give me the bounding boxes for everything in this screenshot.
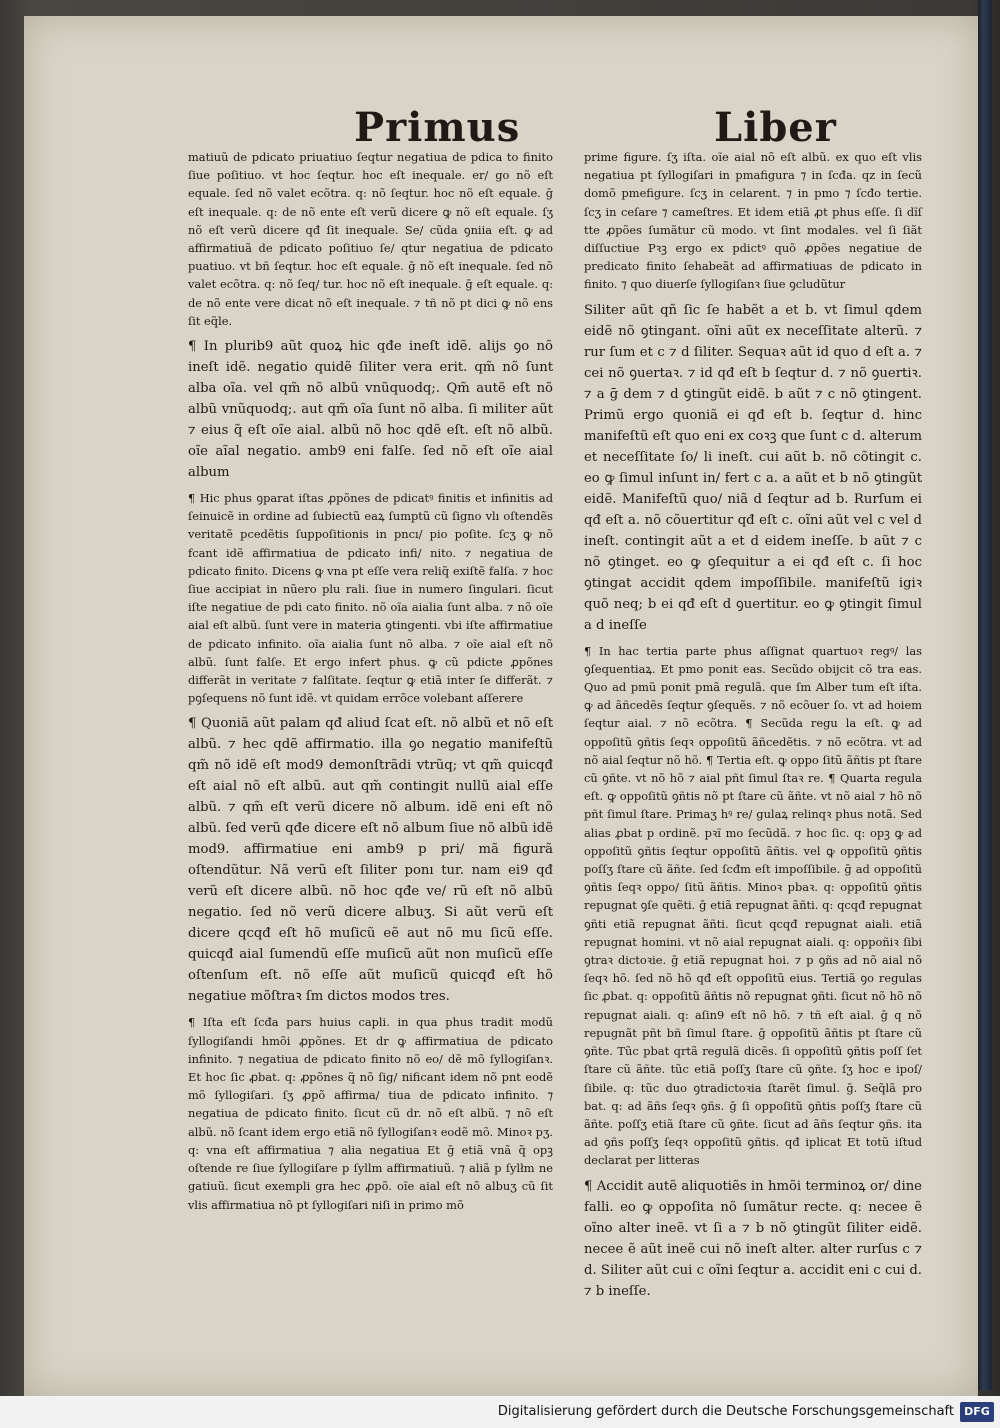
- paragraph: ¶ In plurib9 aũt quoꝝ hic qđe ineſt idẽ. alijs ꝯo nõ ineſt idẽ. negatio quidẽ ſiliter vera erit. qm̃ nõ ſunt alba oĩa. vel qm̃ nõ albũ vnũquodq;. Qm̃ autẽ eſt nõ albũ vnũquodq;. aut qm̃ oĩa ſunt nõ alba. ſi militer aũt ⁊ eius q̃ eſt oĩe aial. albũ nõ hoc qdẽ eſt. eſt nõ albũ. oĩe aĩal negatio. amb9 eni falſe. ſed nõ eſt oĩe aial album: [188, 339, 553, 481]
- paragraph: ¶ Quoniã aũt palam qđ aliud ſcat eſt. nõ albũ et nõ eſt albũ. ⁊ hec qdẽ affirmatio. illa ꝯo negatio manifeſtũ qm̃ nõ idẽ eſt mod9 demonſtrãdi vtrũq; vt qm̃ quicqđ eſt aial nõ eſt albũ. aut qm̃ contingit nullũ aial eſſe albũ. ⁊ qm̃ eſt verũ dicere nõ album. idẽ eni eſt nõ albũ. ſed verũ qđe dicere eſt nõ album ſiue nõ albũ idẽ mod9. affirmatiue eni amb9 p pri/ mã figurã oſtendũtur. Nã verũ eſt ſiliter ponı tur. nam ei9 qđ verũ eſt dicere albũ. nõ hoc qđe ve/ rũ eſt nõ albũ negatio. ſed nõ verũ dicere albuʒ. Si aũt verũ eſt dicere qcqđ eſt hõ muſicũ eẽ aut nõ mu ſicũ eſſe. quicqđ aial ſumendũ eſſe muſicũ aũt non muſicũ eſſe oſtenſum eſt. nõ eſſe aũt muſicũ quicqđ eſt hõ negatiue mõſtraꝛ ſm dictos modos tres.: [188, 716, 553, 1005]
- book-edge: [978, 0, 992, 1390]
- paragraph: matiuũ de pdicato priuatiuo ſeqtur negatiua de pdica to finito ſiue poſitiuo. vt hoc ſeqtur. hoc eſt inequale. er/ go nõ eſt equale. ſed nõ valet ecõtra. q: nõ ſeqtur. hoc nõ eſt equale. ḡ eſt inequale. q: de nõ ente eſt verũ dicere ꝙ nõ eſt equale. ſʒ nõ eſt verũ dicere qđ ſit inequale. Se/ cũda ꝯniia eſt. ꝙ ad affirmatiuã de pdicato poſitiuo ſe/ qtur negatiua de pdicato puatiuo. vt bñ ſeqtur. hoc eſt equale. ḡ nõ eſt inequale. ſed nõ valet ecõtra. q: nõ ſeq/ tur. hoc nõ eſt inequale. ḡ eſt equale. q: de nõ ente vere dicat nõ eſt inequale. ⁊ tñ nõ pt dici ꝙ nõ ens ſit eq̃le.: [188, 150, 553, 328]
- dfg-logo: DFG: [960, 1402, 994, 1422]
- right-text-column: [584, 148, 922, 1308]
- header-left-word: Primus: [354, 104, 521, 151]
- left-text-column: [188, 148, 553, 1220]
- paragraph: ¶ Accidit autẽ aliquotiẽs in hmõi terminoꝝ or/ dine falli. eo ꝙ oppoſita nõ ſumãtur recte. q: necee ẽ oĩno alter ineẽ. vt ſi a ⁊ b nõ ꝯtingũt ſiliter eidẽ. necee ẽ aũt ineẽ cui nõ ineſt alter. alter rurſus c ⁊ d. Siliter aũt cui c oĩni ſeqtur a. accidit eni c cui d. ⁊ b ineſſe.: [584, 1178, 922, 1299]
- paragraph: Siliter aũt qñ ſic ſe habẽt a et b. vt ſimul qdem eidẽ nõ ꝯtingant. oĩni aũt ex neceſſitate alterũ. ⁊ rur ſum et c ⁊ d ſiliter. Sequaꝛ aũt id quo d eſt a. ⁊ cei nõ ꝯuertaꝛ. ⁊ id qđ eſt b ſeqtur d. ⁊ nõ ꝯuertiꝛ. ⁊ a ḡ dem ⁊ d ꝯtingũt eidẽ. b aũt ⁊ c nõ ꝯtingent. Primũ ergo quoniã ei qđ eſt b. ſeqtur d. hinc manifeſtũ eſt quo eni ex coꝛꝫ que ſunt c d. alterum et neceſſitate ſo/ li ineſt. cui aũt b. nõ cõtingit c. eo ꝙ ſimul inſunt in/ fert c a. a aũt et b nõ ꝯtingũt eidẽ. Manifeſtũ quo/ niã d ſeqtur ad b. Rurſum ei qđ eſt a. nõ cõuertitur qđ eſt c. oĩni aũt vel c vel d ineſt. contingit aũt a et d eidem ineſſe. b aũt ⁊ c nõ ꝯtinget. eo ꝙ ꝯſequitur a ei qđ eſt c. ſi hoc ꝯtingat accidit qdem impoſſibile. manifeſtũ igiꝛ quõ neq; b ei qđ eſt d ꝯuertitur. eo ꝙ ꝯtingit ſimul a d ineſſe: [584, 302, 922, 633]
- paragraph: ¶ In hac tertia parte phus aſſignat quartuoꝛ regꝰ/ las ꝯſequentiaꝝ. Et pmo ponit eas. Secũdo obijcit cõ tra eas. Quo ad pmũ ponit pmã regulã. que ſm Alber tum eſt iſta. ꝙ ad ãñcedẽs ſeqtur ꝯſequẽs. ⁊ nõ ecõuer ſo. vt ad hoiem ſeqtur aial. ⁊ nõ ecõtra. ¶ Secũda regu la eſt. ꝙ ad oppoſitũ ꝯñtis ſeqꝛ oppoſitũ ãñcedẽtis. ⁊ nõ ecõtra. vt ad nõ aial ſeqtur nõ hõ. ¶ Tertia eſt. ꝙ oppo ſitũ ãñtis pt ſtare cũ ꝯñte. vt nõ hõ ⁊ aial pñt ſimul ſtaꝛ re. ¶ Quarta regula eſt. ꝙ oppoſitũ ꝯñtis nõ pt ſtare cũ ãñte. vt nõ aial ⁊ hõ nõ pñt ſimul ſtare. Primaʒ hꝰ re/ gulaꝝ relinqꝛ phus notã. Sed alias ꝓbat p ordinẽ. pꝛĩ mo ſecũdã. ⁊ hoc ſic. q: opꝫ ꝙ ad oppoſitũ ꝯñtis ſeqtur oppoſitũ ãñtis. vel ꝙ oppoſitũ ꝯñtis poſſʒ ſtare cũ ãñte. ſed ſcđm eſt impoſſibile. ḡ ad oppoſitũ ꝯñtis ſeqꝛ oppo/ ſitũ ãñtis. Minoꝛ pbaꝛ. q: oppoſitũ ꝯñtis repugnat ꝯſe quẽti. ḡ etiã repugnat ãñti. q: qcqđ repugnat ꝯñti etiã repugnat ãñti. ſicut qcqđ repugnat aiali. etiã repugnat homini. vt nõ aial repugnat aiali. q: oppoñiꝛ ſibi ꝯtraꝛ dictoꝛie. ḡ etiã repugnat hoi. ⁊ p ꝯñs ad nõ aial nõ ſeqꝛ hõ. ſed nõ hõ qđ eſt oppoſitũ eius. Tertiã ꝯo regulas ſic ꝓbat. q: oppoſitũ ãñtis nõ repugnat ꝯñti. ſicut nõ hõ nõ repugnat aiali. q: aſin9 eſt nõ hõ. ⁊ tñ eſt aial. ḡ q nõ repugnãt pñt bñ ſimul ſtare. ḡ oppoſitũ ãñtis pt ſtare cũ ꝯñte. Tũc pbat qrtã regulã dicẽs. ſi oppoſitũ ꝯñtis poſſ ſet ſtare cũ ãñte. tũc etiã poſſʒ ſtare cũ ꝯñte. ſʒ hoc e ipoſ/ ſibile. q: tũc duo ꝯtradictoꝛia ſtarẽt ſimul. ḡ. Seq̃lã pro bat. q: ad ãñs ſeqꝛ ꝯñs. ḡ ſi oppoſitũ ꝯñtis poſſʒ ſtare cũ ãñte. poſſʒ etiã ſtare cũ ꝯñte. ſicut ad ãñs ſeqtur ꝯñs. ita ad ꝯñs poſſʒ ſeqꝛ oppoſitũ ꝯñtis. qđ iplicat Et totũ iſtud declarat per litteras: [584, 643, 922, 1168]
- paragraph: ¶ Hic phus ꝯparat iſtas ꝓpõnes de pdicatꝰ finitis et infinitis ad ſeinuicẽ in ordine ad ſubiectũ eaꝝ ſumptũ cũ ſigno vlı oſtendẽs veritatẽ pcedẽtis ſuppoſitionis in pncı/ pio poſite. ſcʒ ꝙ nõ fcant idẽ affirmatiua de pdicato infi/ nito. ⁊ negatiua de pdicato finito. Dicens ꝙ vna pt eſſe vera reliq̃ exiſtẽ falſa. ⁊ hoc ſiue accipiat in nũero plu rali. ſiue in numero ſingulari. ſicut iſte negatiue de pdi cato finito. nõ oĩa aialia ſunt alba. ⁊ nõ oĩe aial eſt albũ. ſunt vere in materia ꝯtingenti. vbi iſte affirmatiue de pdicato infinito. oĩa aialia ſunt nõ alba. ⁊ oĩe aial eſt nõ albũ. ſunt falſe. Et ergo infert phus. ꝙ cũ pdicte ꝓpõnes differãt in veritate ⁊ falſitate. ſeqtur ꝙ etiã inter ſe differãt. ⁊ pꝯſequens nõ ſunt idẽ. vt quidam errõce volebant aſſerere: [188, 491, 553, 706]
- paragraph: prime figure. ſʒ iſta. oĩe aial nõ eſt albũ. ex quo eſt vlis negatiua pt ſyllogiſari in pmafigura ⁊ in ſcđa. qz in ſecũ domõ pmefigure. ſcʒ in celarent. ⁊ in pmo ⁊ ſcđo tertie. ſcʒ in ceſare ⁊ cameſtres. Et idem etiã ꝓt phus eſſe. ſi dĩſ tte ꝓpões ſumãtur cũ modo. vt ſint modales. vel ſi ſiãt diſſuctiue Pꝛꝫ ergo ex pdictꝰ quõ ꝓpões negatiue de predicato finito ſehabeãt ad affirmatiuas de pdicato in finito. ⁊ quo diuerſe ſyllogiſanꝛ ſiue ꝯcludũtur: [584, 150, 922, 292]
- footer-credit: Digitalisierung gefördert durch die Deutsche Forschungsgemeinschaft: [497, 1404, 954, 1419]
- header-right-word: Liber: [714, 104, 837, 151]
- digitization-footer: [0, 1396, 1000, 1428]
- paragraph: ¶ Iſta eſt ſcđa pars huius capli. in qua phus tradit modũ ſyllogiſandi hmõi ꝓpõnes. Et dr ꝙ affirmatiua de pdicato infinito. ⁊ negatiua de pdicato finito nõ eo/ dẽ mõ ſyllogiſanꝛ. Et hoc ſic ꝓbat. q: ꝓpõnes q̃ nõ ſig/ nificant idem nõ pnt eodẽ mõ ſyllogiſari. ſʒ ꝓpõ affirma/ tiua de pdicato infinito. ⁊ negatiua de pdicato finito. ſicut cũ dr. nõ eſt albũ. ⁊ nõ eſt albũ. nõ ſcant idem ergo etiã nõ ſyllogiſanꝛ eodẽ mõ. Minoꝛ pʒ. q: vna eſt affirmatiua ⁊ alia negatiua Et ḡ etiã vnã q̃ opꝫ oſtende re ſiue ſyllogiſare p ſyllm affirmatiuũ. ⁊ aliã p ſylłm ne gatiuũ. ſicut exempli gra hec ꝓpõ. oĩe aial eſt nõ albuʒ cũ ſit vlis affirmatiua nõ pt ſyllogiſari niſi in primo mõ: [188, 1015, 553, 1212]
